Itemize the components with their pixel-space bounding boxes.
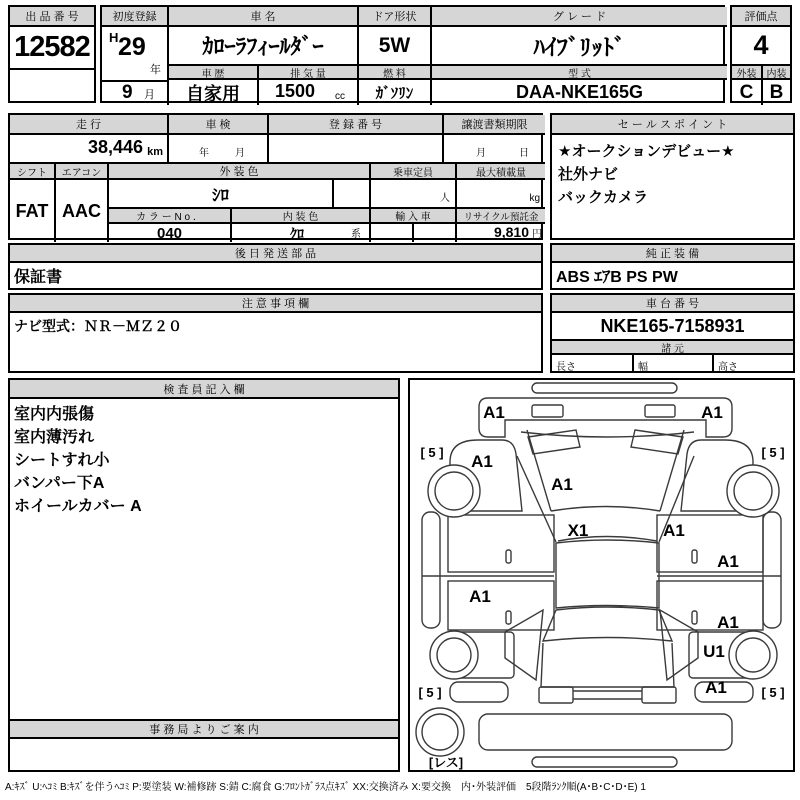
inspection-label: 車 検 [167, 115, 267, 135]
inspector-notes-label: 検 査 員 記 入 欄 [10, 380, 398, 399]
mark-tire-front-left: [ 5 ] [420, 445, 444, 460]
first-reg-era: H [109, 30, 119, 45]
mileage-unit: km [147, 146, 163, 158]
chassis-no-value: NKE165-7158931 [600, 315, 745, 336]
rating-exterior-label: 外装 [732, 64, 761, 80]
rocker-right [763, 512, 781, 628]
mileage-value: 38,446 [87, 137, 143, 157]
displacement-unit: cc [335, 91, 345, 102]
interior-color-value: ｸﾛ [290, 226, 304, 242]
import-car-cell-2 [412, 224, 455, 242]
rear-bumper [479, 714, 732, 750]
recycle-deposit-cell [455, 224, 545, 242]
sales-point-line: ★オークションデビュー★ [558, 143, 735, 160]
first-reg-month-cell [102, 80, 167, 105]
inspector-note-line: 室内薄汚れ [14, 429, 95, 446]
rear-window [543, 607, 672, 641]
mark-windshield: X1 [567, 521, 589, 540]
exterior-color-value: ｼﾛ [107, 180, 332, 207]
inspector-note-line: シートすれ小 [14, 452, 110, 469]
rear-corner-left [450, 682, 508, 702]
max-load-unit: kg [529, 193, 540, 204]
sales-points-box [550, 113, 795, 240]
later-parts-value: 保証書 [14, 269, 63, 286]
interior-color-label: 内 装 色 [230, 207, 369, 224]
mark-tire-rear-right: [ 5 ] [761, 685, 785, 700]
door-handle-rear-left [506, 611, 511, 624]
mark-rear-door-right: A1 [717, 613, 739, 632]
legend-text: A:ｷｽﾞ U:ﾍｺﾐ B:ｷｽﾞを伴うﾍｺﾐ P:要塗装 W:補修跡 S:錆 C:腐食 G:ﾌﾛﾝﾄｶﾞﾗｽ点ｷｽﾞ XX:交換済み X:要交換 内･外装評価 5段階ﾗﾝｸ順(A･B･C･D･E) 1 [5, 782, 646, 793]
first-reg-month-unit: 月 [144, 89, 155, 101]
mark-rear-quarter-right: A1 [705, 678, 727, 697]
car-damage-diagram [410, 380, 793, 770]
sales-points-body [552, 137, 793, 238]
rear-hatch [541, 643, 674, 687]
color-no-value: 040 [107, 224, 230, 242]
registration-no-label: 登 録 番 号 [267, 115, 442, 135]
sales-points-label: セ ー ル ス ポ イ ン ト [552, 115, 793, 135]
max-load-label: 最大積載量 [455, 162, 545, 180]
rating-interior-label: 内装 [761, 64, 790, 80]
inspection-year-unit: 年 [199, 148, 209, 159]
mark-rear-door-left: A1 [469, 587, 491, 606]
model-code-label: 型 式 [430, 64, 727, 80]
transfer-deadline-label: 譲渡書類期限 [442, 115, 545, 135]
inspector-notes-body [10, 401, 398, 717]
lot-label: 出 品 番 号 [10, 7, 94, 27]
office-info-body [10, 741, 398, 770]
inspector-note-line: バンパー下A [14, 475, 105, 492]
condition-box [8, 113, 543, 240]
transfer-month-unit: 月 [476, 148, 486, 159]
car-name-label: 車 名 [167, 7, 357, 27]
door-handle-front-right [692, 550, 697, 563]
hood-rear-arc [551, 507, 660, 512]
inspector-note-line: 室内内張傷 [14, 406, 95, 423]
mark-front-door-right: A1 [717, 552, 739, 571]
inspection-cell [167, 135, 267, 162]
history-label: 車 歴 [167, 64, 257, 80]
capacity-label: 乗車定員 [369, 162, 455, 180]
recycle-deposit-label: リサイクル預託金 [455, 207, 545, 224]
exterior-color-label: 外 装 色 [107, 162, 369, 180]
spec-height-label: 高さ [718, 362, 738, 371]
genuine-equipment-box [550, 243, 795, 290]
sales-point-line: バックカメラ [558, 189, 649, 206]
hood-edge-left [527, 430, 551, 511]
taillight-bar [573, 691, 642, 699]
inspector-note-line: ホイールカバー A [14, 498, 142, 515]
genuine-equipment-value: ABS ｴｱB PS PW [556, 269, 678, 286]
sales-point-line: 社外ナビ [558, 166, 619, 183]
mark-spare-tire: [レス] [428, 755, 464, 770]
grade-value: ﾊｲﾌﾞﾘｯﾄﾞ [430, 27, 727, 64]
spec-height-cell [712, 355, 793, 371]
inspector-notes-box [8, 378, 400, 772]
first-reg-year: 29 [118, 33, 146, 61]
later-parts-label: 後 日 発 送 部 品 [10, 245, 541, 263]
caution-label: 注 意 事 項 欄 [10, 295, 541, 313]
fuel-label: 燃 料 [357, 64, 430, 80]
aircon-label: エアコン [54, 162, 107, 180]
transfer-deadline-cell [442, 135, 545, 162]
mark-tire-front-right: [ 5 ] [761, 445, 785, 460]
headlight-left [532, 405, 563, 417]
rear-door-right-panel [657, 581, 763, 630]
door-handle-front-left [506, 550, 511, 563]
rear-door-left-panel [448, 581, 554, 630]
wheel-front-left [428, 465, 480, 517]
fuel-value: ｶﾞｿﾘﾝ [357, 80, 430, 105]
specs-label: 諸 元 [552, 339, 793, 355]
recycle-deposit-value: 9,810 [493, 224, 529, 240]
displacement-label: 排 気 量 [257, 64, 357, 80]
rocker-left [422, 512, 440, 628]
taillight-right [642, 687, 676, 703]
door-handle-rear-right [692, 611, 697, 624]
spec-width-cell [632, 355, 712, 371]
front-bumper-strip [532, 383, 677, 393]
first-reg-month: 9 [122, 82, 133, 103]
mark-tire-rear-left: [ 5 ] [418, 685, 442, 700]
displacement-value: 1500 [275, 81, 316, 101]
displacement-cell [257, 80, 357, 105]
mark-front-bumper-right: A1 [701, 403, 723, 422]
spare-tire-circle [416, 708, 464, 756]
recycle-deposit-unit: 円 [532, 229, 542, 240]
spec-length-label: 長さ [556, 362, 576, 371]
import-car-cell-1 [369, 224, 412, 242]
caution-box [8, 293, 543, 373]
import-car-label: 輸 入 車 [369, 207, 455, 224]
aircon-value: AAC [54, 180, 107, 242]
front-door-left [448, 515, 554, 572]
interior-color-cell [230, 224, 369, 242]
front-panel [479, 398, 732, 437]
mark-cowl-right: A1 [663, 521, 685, 540]
rating-interior-value: B [761, 80, 790, 105]
lot-value: 12582 [14, 31, 90, 63]
wheels [416, 465, 779, 756]
grade-label: グ レ ー ド [430, 7, 727, 27]
capacity-unit: 人 [440, 193, 450, 204]
first-reg-year-cell [102, 27, 167, 80]
first-reg-label: 初度登録 [102, 7, 167, 27]
shift-value: FAT [15, 200, 49, 221]
rating-box [730, 5, 792, 103]
lot-box [8, 5, 96, 103]
registration-no-cell [267, 135, 442, 162]
wheel-front-right [727, 465, 779, 517]
shift-label: シフト [10, 162, 54, 180]
car-outline [422, 383, 781, 767]
rating-exterior-value: C [739, 81, 754, 103]
history-value: 自家用 [167, 80, 257, 105]
rear-bumper-strip [532, 757, 677, 767]
first-reg-year-unit: 年 [150, 64, 161, 76]
vehicle-header-box [100, 5, 725, 103]
model-code-value: DAA-NKE165G [430, 80, 727, 105]
mileage-cell [10, 135, 167, 162]
damage-marks [418, 403, 784, 770]
door-shape-value: 5W [357, 27, 430, 64]
rating-label: 評価点 [732, 7, 790, 27]
spec-length-cell [552, 355, 632, 371]
genuine-equipment-label: 純 正 装 備 [552, 245, 793, 263]
taillight-left [539, 687, 573, 703]
door-shape-label: ドア形状 [357, 7, 430, 27]
lot-empty-cell [10, 68, 94, 101]
exterior-color-suffix-cell [332, 180, 369, 207]
max-load-cell [455, 180, 545, 207]
hood-edge-right [660, 430, 684, 511]
mileage-label: 走 行 [10, 115, 167, 135]
mark-hood: A1 [551, 475, 573, 494]
spec-width-label: 幅 [638, 362, 648, 371]
mark-front-fender-left: A1 [471, 452, 493, 471]
later-parts-box [8, 243, 543, 290]
inspection-month-unit: 月 [235, 148, 245, 159]
rating-score: 4 [753, 30, 769, 60]
fender-seam-left [517, 456, 556, 542]
chassis-no-label: 車 台 番 号 [552, 295, 793, 313]
car-name-value: ｶﾛｰﾗﾌｨｰﾙﾀﾞｰ [167, 27, 357, 64]
color-no-label: カ ラ ー N o ． [107, 207, 230, 224]
headlight-right [645, 405, 675, 417]
transfer-day-unit: 日 [519, 148, 529, 159]
caution-value: ナビ型式：ＮＲ－ＭＺ２０ [14, 318, 182, 334]
interior-color-suffix: 系 [351, 229, 361, 240]
mark-rear-fender-right: U1 [703, 642, 725, 661]
damage-diagram-box [408, 378, 795, 772]
chassis-box [550, 293, 795, 373]
roof [556, 540, 659, 608]
capacity-cell [369, 180, 455, 207]
office-info-label: 事 務 局 よ り ご 案 内 [10, 719, 398, 739]
mark-front-bumper-left: A1 [483, 403, 505, 422]
